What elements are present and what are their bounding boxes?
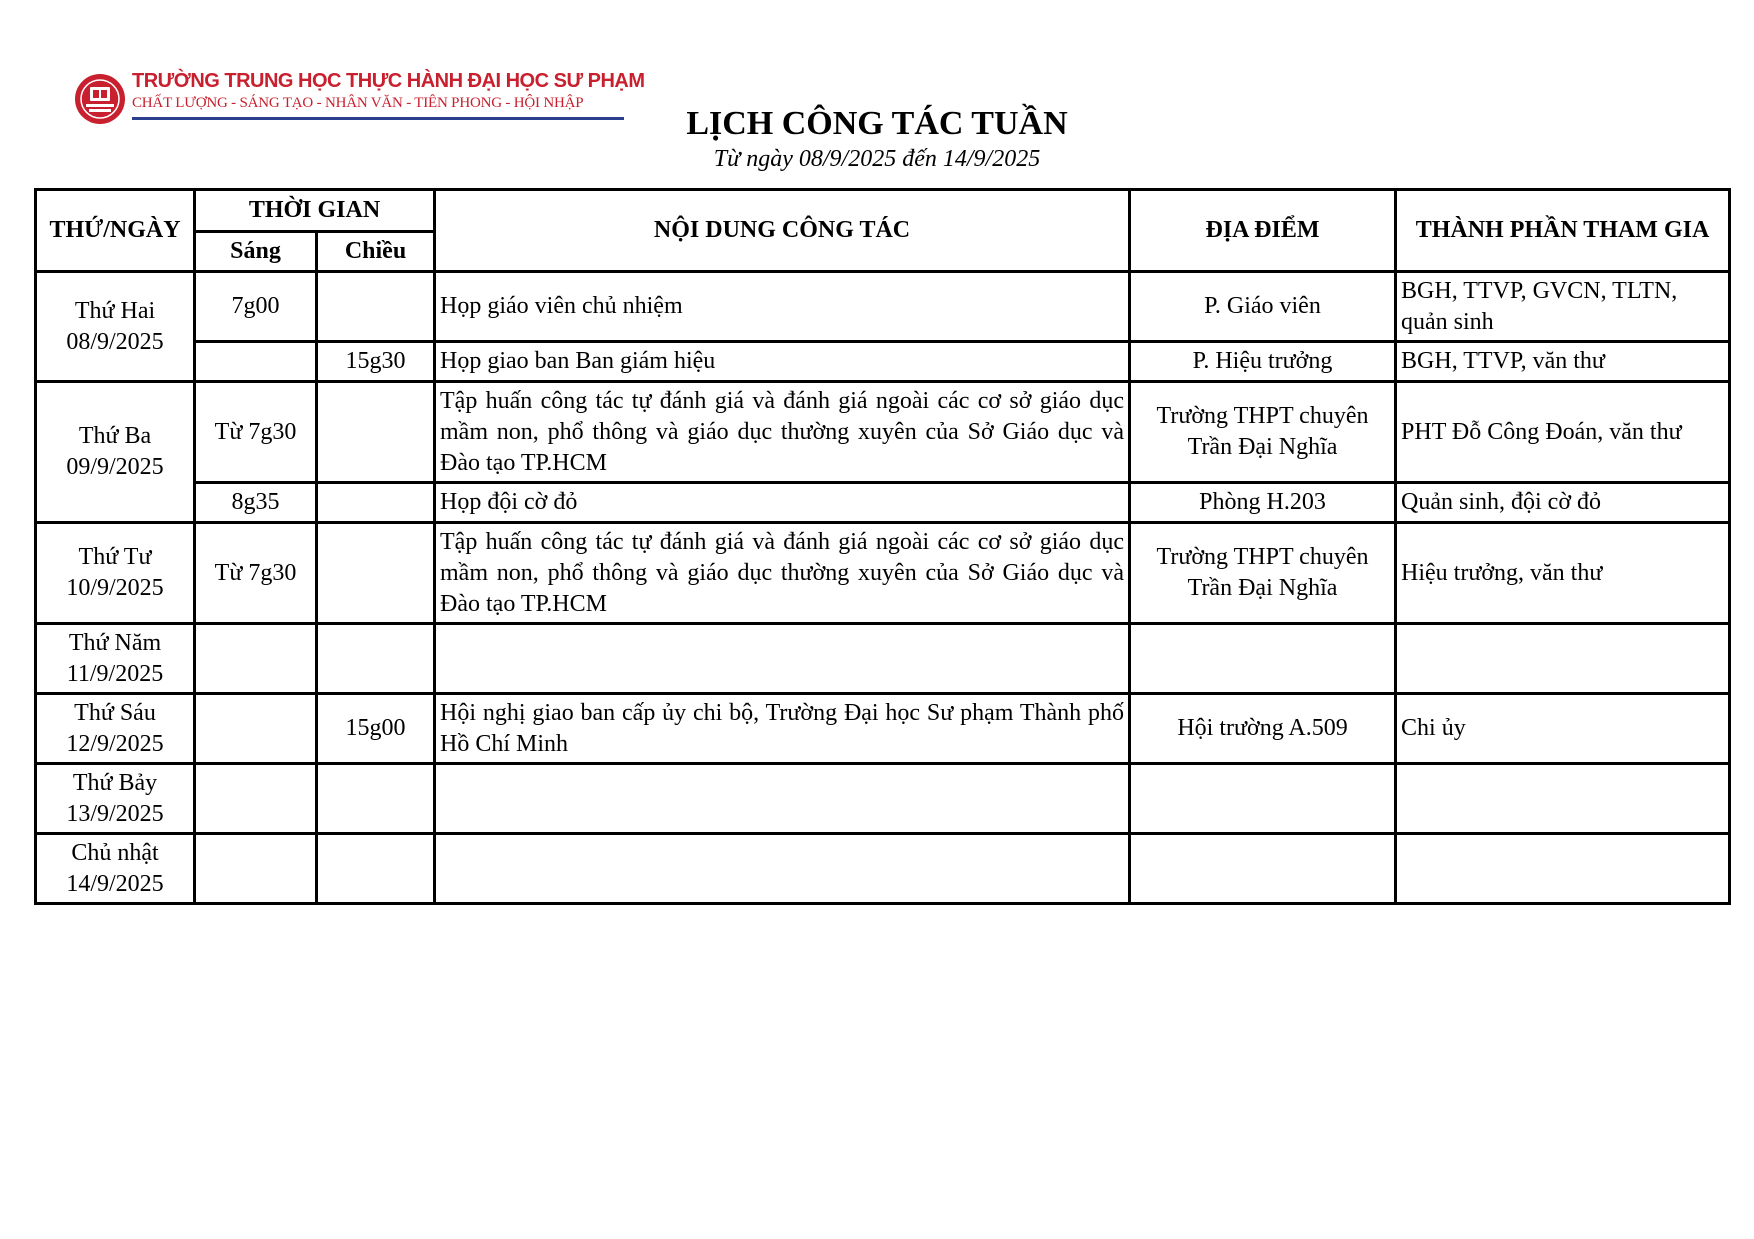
location-cell [1130,624,1396,694]
participants-cell: Chi ủy [1396,694,1730,764]
date: 12/9/2025 [66,730,164,757]
day-cell [36,764,195,834]
participants-cell [1396,624,1730,694]
school-name: TRƯỜNG TRUNG HỌC THỰC HÀNH ĐẠI HỌC SƯ PHẠM [132,70,645,92]
participants-cell: PHT Đỗ Công Đoán, văn thư [1396,382,1730,483]
weekly-schedule-table [34,188,1731,905]
day-cell [36,834,195,904]
content-cell [435,624,1130,694]
afternoon-cell [317,382,435,483]
content-cell: Họp giáo viên chủ nhiệm [435,272,1130,342]
content-cell [435,834,1130,904]
day-cell [36,624,195,694]
date: 09/9/2025 [66,454,164,480]
afternoon-cell [317,834,435,904]
morning-cell: 7g00 [195,272,317,342]
header-location: ĐỊA ĐIỂM [1130,190,1396,272]
location-cell [1130,764,1396,834]
location-cell: Trường THPT chuyên Trần Đại Nghĩa [1130,382,1396,483]
content-cell: Họp đội cờ đỏ [435,483,1130,523]
participants-cell [1396,764,1730,834]
participants-cell: BGH, TTVP, văn thư [1396,342,1730,382]
date-range: Từ ngày 08/9/2025 đến 14/9/2025 [713,146,1041,172]
content-cell: Họp giao ban Ban giám hiệu [435,342,1130,382]
weekday: Thứ Năm [68,629,162,656]
header-afternoon: Chiều [317,232,435,272]
afternoon-cell [317,523,435,624]
afternoon-cell [317,764,435,834]
table-row [36,342,1730,382]
table-row [36,764,1730,834]
date: 11/9/2025 [66,660,164,687]
content-cell: Tập huấn công tác tự đánh giá và đánh giá ngoài các cơ sở giáo dục mầm non, phổ thông và giáo dục thường xuyên của Sở Giáo dục và Đào tạo TP.HCM [435,382,1130,483]
date: 10/9/2025 [66,575,164,601]
participants-cell [1396,834,1730,904]
header-time: THỜI GIAN [195,190,435,232]
day-cell [36,382,195,523]
weekday: Thứ Ba [78,423,152,449]
morning-cell: Từ 7g30 [195,523,317,624]
weekday: Thứ Bảy [72,769,158,796]
participants-cell: Quản sinh, đội cờ đỏ [1396,483,1730,523]
table-header [36,190,1730,272]
weekday: Thứ Tư [78,544,152,570]
day-cell [36,694,195,764]
weekday: Chủ nhật [71,839,159,866]
table-row [36,272,1730,342]
location-cell: Trường THPT chuyên Trần Đại Nghĩa [1130,523,1396,624]
table-row [36,483,1730,523]
afternoon-cell: 15g00 [317,694,435,764]
morning-cell [195,342,317,382]
table-row [36,523,1730,624]
school-slogan: CHẤT LƯỢNG - SÁNG TẠO - NHÂN VĂN - TIÊN PHONG - HỘI NHẬP [132,95,584,111]
date: 14/9/2025 [66,870,164,897]
table-body [36,272,1730,904]
location-cell: P. Hiệu trưởng [1130,342,1396,382]
morning-cell: Từ 7g30 [195,382,317,483]
table-row [36,624,1730,694]
location-cell [1130,834,1396,904]
weekday: Thứ Hai [74,297,156,324]
date: 08/9/2025 [66,328,164,355]
location-cell: Phòng H.203 [1130,483,1396,523]
morning-cell [195,834,317,904]
morning-cell [195,694,317,764]
afternoon-cell [317,624,435,694]
day-cell [36,272,195,382]
table-row [36,694,1730,764]
day-cell [36,523,195,624]
content-cell: Hội nghị giao ban cấp ủy chi bộ, Trường Đại học Sư phạm Thành phố Hồ Chí Minh [435,694,1130,764]
header-day: THỨ/NGÀY [36,190,195,272]
table-row [36,834,1730,904]
header-participants: THÀNH PHẦN THAM GIA [1396,190,1730,272]
location-cell: P. Giáo viên [1130,272,1396,342]
header-content: NỘI DUNG CÔNG TÁC [435,190,1130,272]
header-morning: Sáng [195,232,317,272]
weekday: Thứ Sáu [74,699,156,726]
afternoon-cell [317,272,435,342]
location-cell: Hội trường A.509 [1130,694,1396,764]
participants-cell: Hiệu trưởng, văn thư [1396,523,1730,624]
morning-cell [195,764,317,834]
date: 13/9/2025 [66,800,164,827]
participants-cell: BGH, TTVP, GVCN, TLTN, quản sinh [1396,272,1730,342]
content-cell: Tập huấn công tác tự đánh giá và đánh giá ngoài các cơ sở giáo dục mầm non, phổ thông và giáo dục thường xuyên của Sở Giáo dục và Đào tạo TP.HCM [435,523,1130,624]
table-row [36,382,1730,483]
content-cell [435,764,1130,834]
morning-cell: 8g35 [195,483,317,523]
afternoon-cell [317,483,435,523]
morning-cell [195,624,317,694]
afternoon-cell: 15g30 [317,342,435,382]
page-title: LỊCH CÔNG TÁC TUẦN [686,105,1068,142]
